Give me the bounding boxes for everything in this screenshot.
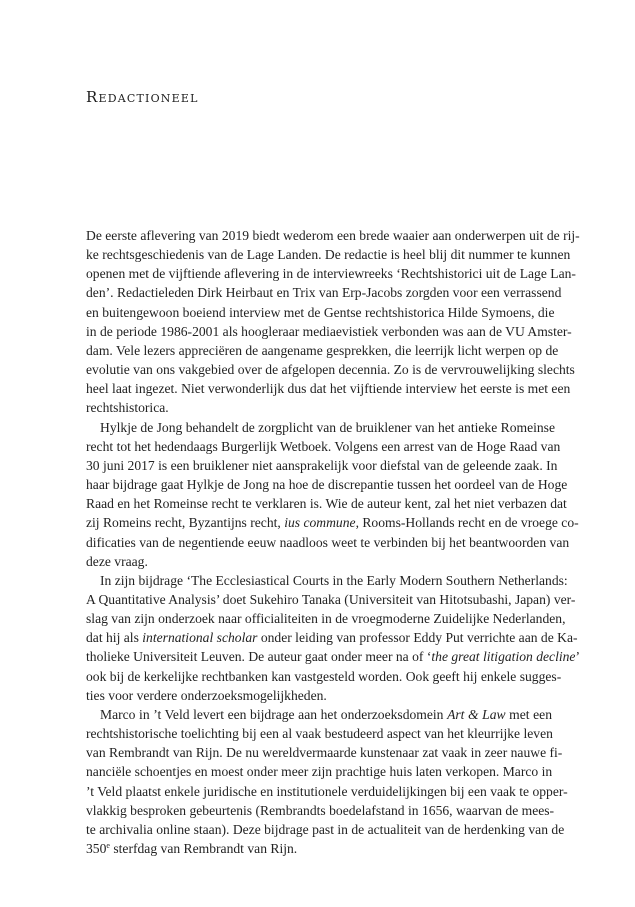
text-line: vlakkig besproken gebeurtenis (Rembrandts boedelafstand in 1656, waarvan de mees- [86,802,555,818]
text-line: 350e sterfdag van Rembrandt van Rijn. [86,841,298,856]
text-line: haar bijdrage gaat Hylkje de Jong na hoe de discrepantie tussen het oordeel van de Hoge [86,477,568,493]
text-line: evolutie van ons vakgebied over de afgelopen decennia. Zo is de vervrouwelijking slechts [86,362,575,378]
text-line: Marco in ’t Veld levert een bijdrage aan het onderzoeksdomein Art & Law met een [100,706,552,722]
text-line: slag van zijn onderzoek naar officialiteiten in de vroegmoderne Zuidelijke Nederlanden, [86,611,566,627]
text-line: van Rembrandt van Rijn. De nu wereldvermaarde kunstenaar zat vaak in zeer nauwe fi- [86,745,563,761]
text-line: A Quantitative Analysis’ doet Sukehiro Tanaka (Universiteit van Hitotsubashi, Japan) ver- [86,591,576,607]
text-line: 30 juni 2017 is een bruiklener niet aansprakelijk voor diefstal van de geleende zaak. In [86,457,558,473]
text-line: en buitengewoon boeiend interview met de Gentse rechtshistorica Hilde Symoens, die [86,304,555,320]
text-line: deze vraag. [86,553,148,569]
superscript: e [106,841,110,850]
italic-term: international scholar [142,630,258,646]
text-line: ke rechtsgeschiedenis van de Lage Landen. De redactie is heel blij dit nummer te kunnen [86,247,571,263]
italic-term: Art & Law [447,706,506,722]
text-line: ties voor verdere onderzoeksmogelijkheden. [86,687,327,703]
text-line: rechtshistorica. [86,400,169,416]
paragraph [86,571,580,705]
text-line: tholieke Universiteit Leuven. De auteur gaat onder meer na of ‘the great litigation decline’ [86,649,580,665]
text-line: te archivalia online staan). Deze bijdrage past in de actualiteit van de herdenking van de [86,821,565,837]
italic-term: ius commune [284,515,356,531]
text-line: openen met de vijftiende aflevering in de interviewreeks ‘Rechtshistorici uit de Lage Lan- [86,266,576,282]
text-line: Raad en het Romeinse recht te verklaren is. Wie de auteur kent, zal het niet verbazen dat [86,496,567,512]
editorial-body [86,226,580,858]
text-line: rechtshistorische toelichting bij een al vaak bestudeerd aspect van het kleurrijke leven [86,726,553,742]
text-line: dam. Vele lezers appreciëren de aangename gesprekken, die leerrijk licht werpen op de [86,342,559,358]
italic-term: the great litigation decline [431,649,576,665]
paragraph [86,705,568,858]
text-line: De eerste aflevering van 2019 biedt wederom een brede waaier aan onderwerpen uit de rij- [86,228,580,243]
text-line: recht tot het hedendaags Burgerlijk Wetboek. Volgens een arrest van de Hoge Raad van [86,438,561,454]
text-line: heel laat ingezet. Niet verwonderlijk dus dat het vijftiende interview het eerste is met een [86,381,571,397]
paragraph [86,418,579,571]
text-line: ook bij de kerkelijke rechtbanken kan vastgesteld worden. Ook geeft hij enkele sugges- [86,668,562,684]
text-line: dificaties van de negentiende eeuw naadloos weet te verbinden bij het beantwoorden van [86,534,570,550]
text-line: Hylkje de Jong behandelt de zorgplicht van de bruiklener van het antieke Romeinse [100,419,555,435]
text-line: In zijn bijdrage ‘The Ecclesiastical Courts in the Early Modern Southern Netherlands: [100,572,568,588]
text-line: ’t Veld plaatst enkele juridische en institutionele verduidelijkingen bij een vaak te opper- [86,783,568,799]
text-line: in de periode 1986-2001 als hoogleraar mediaevistiek verbonden was aan de VU Amster- [86,323,572,339]
text-line: zij Romeins recht, Byzantijns recht, ius commune, Rooms-Hollands recht en de vroege co- [86,515,579,531]
text-line: dat hij als international scholar onder leiding van professor Eddy Put verrichte aan de Ka- [86,630,578,646]
paragraph [86,226,580,418]
text-line: nanciële schoentjes en moest onder meer zijn prachtige huis laten verkopen. Marco in [86,764,553,780]
text-line: den’. Redactieleden Dirk Heirbaut en Trix van Erp-Jacobs zorgden voor een verrassend [86,285,562,301]
page-title: Redactioneel [86,88,199,106]
